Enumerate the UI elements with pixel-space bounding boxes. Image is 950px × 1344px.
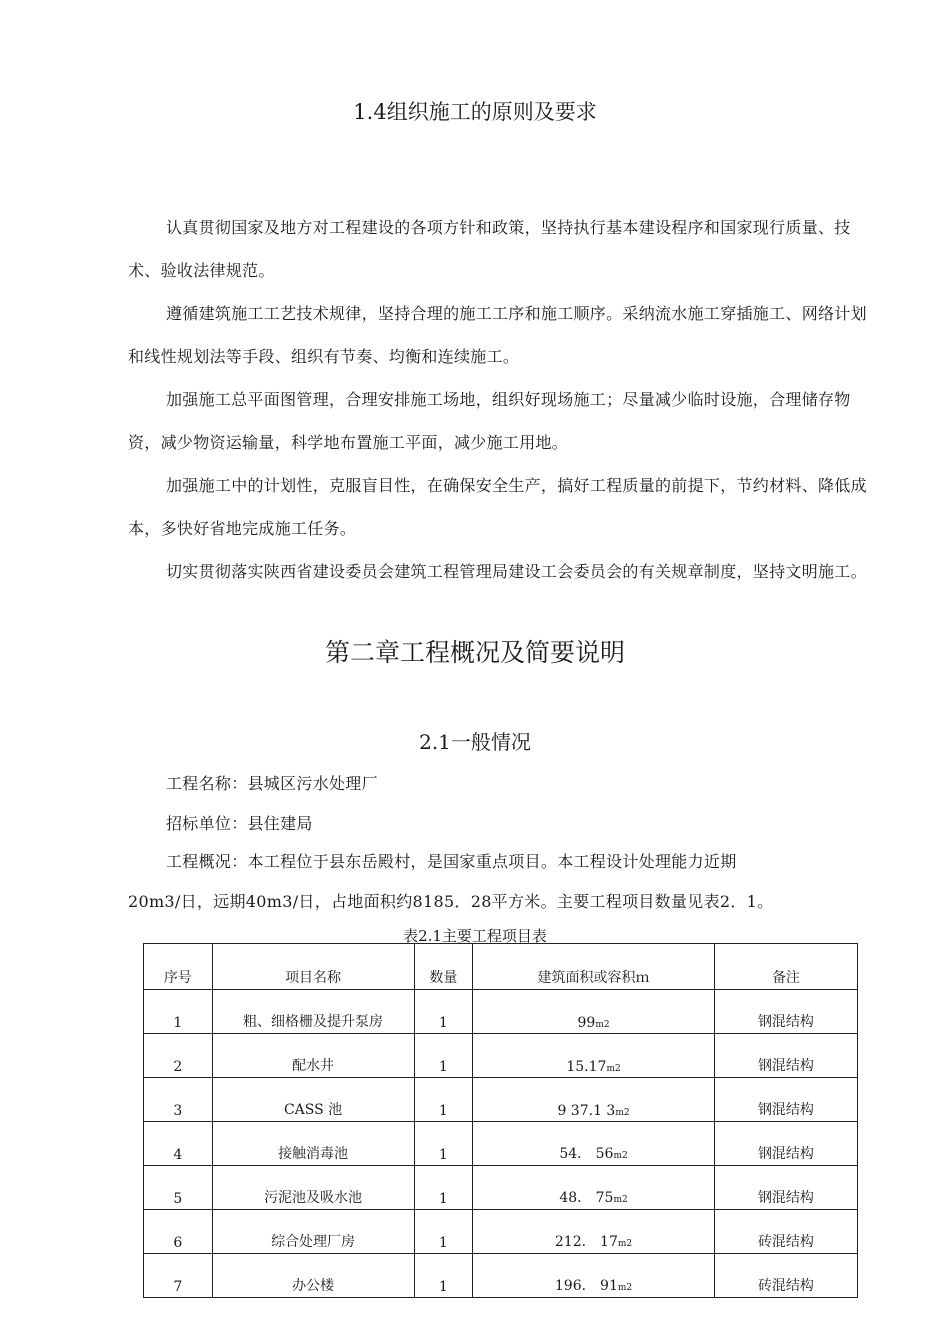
table-row [144,1254,858,1298]
cell-name: 粗、细格栅及提升泵房 [212,990,414,1034]
cell-name: 接触消毒池 [212,1122,414,1166]
cell-area [473,1078,715,1122]
section-title: 1.4组织施工的原则及要求 [353,100,597,124]
area-unit: m2 [613,1195,628,1205]
subsection-title: 2.1一般情况 [419,730,531,754]
area-value: 54． 56 [559,1146,614,1162]
header-note: 备注 [714,944,857,990]
cell-qty: 1 [414,1122,473,1166]
cell-area [473,1034,715,1078]
header-qty: 数量 [414,944,473,990]
cell-name: 污泥池及吸水池 [212,1166,414,1210]
cell-no: 5 [144,1166,213,1210]
cell-no: 3 [144,1078,213,1122]
table-row [144,1210,858,1254]
project-table [143,943,858,1298]
overview-line-1: 工程概况：本工程位于县东岳殿村，是国家重点项目。本工程设计处理能力近期 [166,852,737,871]
overview-line-2: 20m3/日，远期40m3/日，占地面积约8185．28平方米。主要工程项目数量见表2．1。 [128,892,774,911]
area-value: 15.17 [566,1059,607,1075]
area-unit: m2 [615,1108,630,1118]
cell-no: 2 [144,1034,213,1078]
bidder: 招标单位：县住建局 [166,814,313,833]
area-value: 9 37.1 3 [557,1103,616,1119]
area-unit: m2 [613,1151,628,1161]
cell-note: 钢混结构 [714,1122,857,1166]
paragraph-policy: 认真贯彻国家及地方对工程建设的各项方针和政策，坚持执行基本建设程序和国家现行质量、技术、验收法律规范。 [128,218,851,280]
area-unit: m2 [617,1283,633,1293]
area-value: 48． 75 [559,1190,614,1206]
cell-name: 配水井 [212,1034,414,1078]
header-no: 序号 [144,944,213,990]
area-value: 212． 17 [554,1234,618,1250]
cell-note: 钢混结构 [714,1166,857,1210]
cell-no: 7 [144,1254,213,1298]
cell-qty: 1 [414,1166,473,1210]
table-row [144,990,858,1034]
cell-area [473,1210,715,1254]
cell-no: 1 [144,990,213,1034]
cell-note: 钢混结构 [714,1078,857,1122]
paragraph-regulations: 切实贯彻落实陕西省建设委员会建筑工程管理局建设工会委员会的有关规章制度，坚持文明施工。 [166,562,867,581]
cell-name: 办公楼 [212,1254,414,1298]
cell-note: 砖混结构 [714,1254,857,1298]
cell-no: 6 [144,1210,213,1254]
cell-qty: 1 [414,1034,473,1078]
table-row [144,1078,858,1122]
cell-qty: 1 [414,1210,473,1254]
table-header-row [144,944,858,990]
cell-note: 钢混结构 [714,990,857,1034]
cell-no: 4 [144,1122,213,1166]
cell-qty: 1 [414,1078,473,1122]
header-area: 建筑面积或容积ｍ [473,944,715,990]
paragraph-technique: 遵循建筑施工工艺技术规律，坚持合理的施工工序和施工顺序。采纳流水施工穿插施工、网络计划和线性规划法等手段、组织有节奏、均衡和连续施工。 [128,304,867,366]
project-name: 工程名称：县城区污水处理厂 [166,774,378,793]
cell-qty: 1 [414,1254,473,1298]
cell-note: 钢混结构 [714,1034,857,1078]
table-caption: 表2.1主要工程项目表 [403,927,547,945]
area-unit: m2 [595,1020,610,1030]
table-row [144,1166,858,1210]
table-row [144,1034,858,1078]
cell-area [473,1166,715,1210]
area-value: 99 [577,1015,596,1031]
cell-area [473,990,715,1034]
area-unit: m2 [606,1064,621,1074]
area-unit: m2 [617,1239,633,1249]
header-name: 项目名称 [212,944,414,990]
cell-name: 综合处理厂房 [212,1210,414,1254]
cell-area [473,1122,715,1166]
cell-name: CASS 池 [212,1078,414,1122]
cell-note: 砖混结构 [714,1210,857,1254]
area-value: 196． 91 [554,1278,618,1294]
chapter-title: 第二章工程概况及简要说明 [324,638,625,667]
cell-qty: 1 [414,990,473,1034]
paragraph-planning: 加强施工中的计划性，克服盲目性，在确保安全生产，搞好工程质量的前提下，节约材料、降低成本，多快好省地完成施工任务。 [128,476,867,538]
paragraph-site-plan: 加强施工总平面图管理，合理安排施工场地，组织好现场施工；尽量减少临时设施，合理储存物资，减少物资运输量，科学地布置施工平面，减少施工用地。 [128,390,851,452]
cell-area [473,1254,715,1298]
table-row [144,1122,858,1166]
